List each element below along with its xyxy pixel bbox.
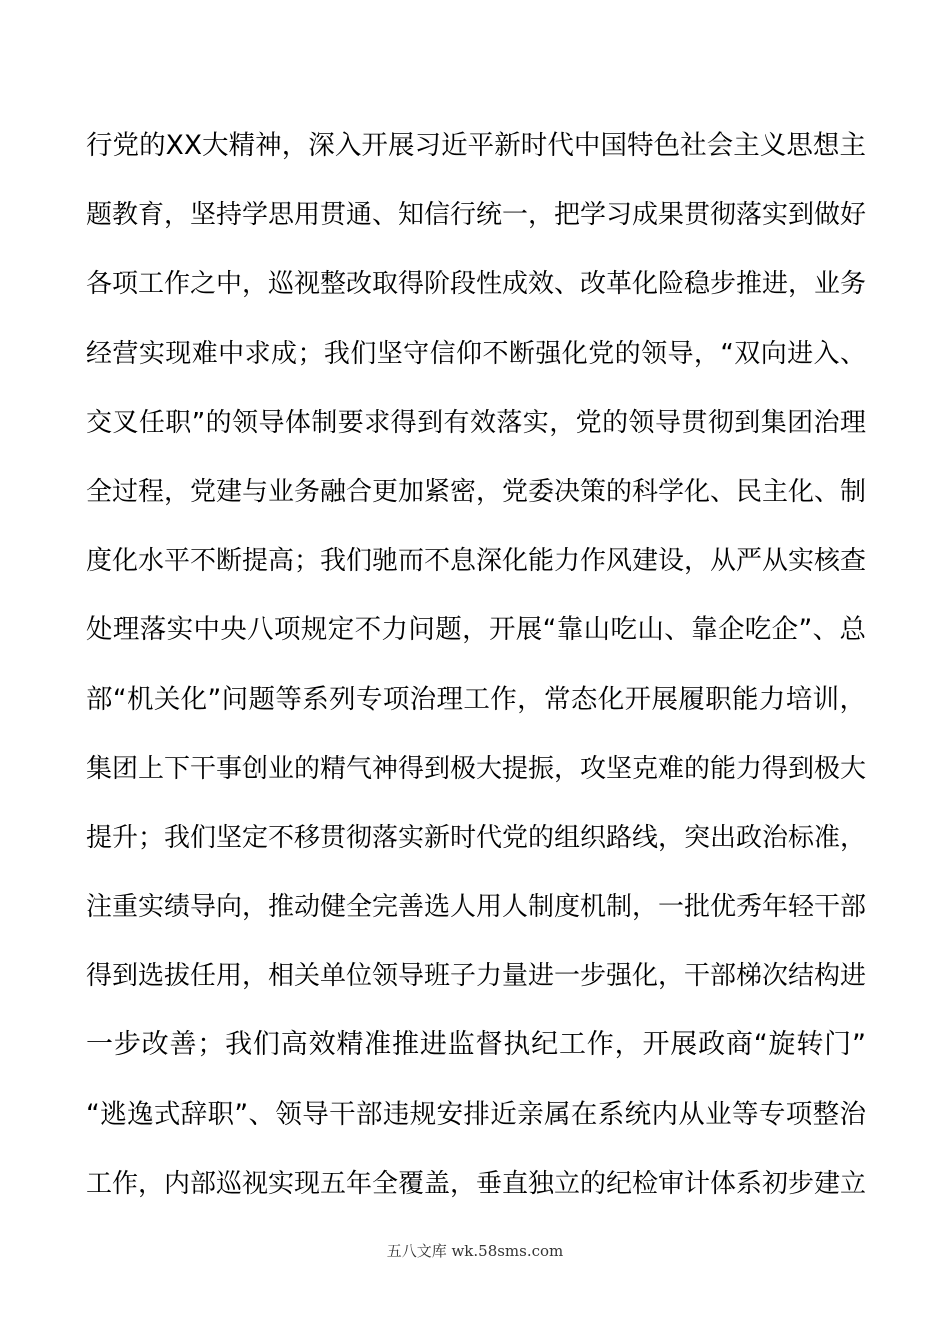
text-line: 题教育，坚持学思用贯通、知信行统一，把学习成果贯彻落实到做好 [86,200,867,231]
text-line: 部“机关化”问题等系列专项治理工作，常态化开展履职能力培训， [86,683,866,715]
text-line: 提升；我们坚定不移贯彻落实新时代党的组织路线，突出政治标准， [86,822,867,853]
text-line: 得到选拔任用，相关单位领导班子力量进一步强化，干部梯次结构进 [86,961,867,992]
text-line: 经营实现难中求成；我们坚守信仰不断强化党的领导，“双向进入、 [86,338,866,369]
text-line: 度化水平不断提高；我们驰而不息深化能力作风建设，从严从实核查 [86,546,867,577]
text-line: 全过程，党建与业务融合更加紧密，党委决策的科学化、民主化、制 [86,476,867,507]
body-paragraph [86,122,866,1229]
footer-watermark: 五八文库 wk.58sms.com [386,1242,564,1260]
text-line: 处理落实中央八项规定不力问题，开展“靠山吃山、靠企吃企”、总 [86,614,866,646]
text-line: 交叉任职”的领导体制要求得到有效落实，党的领导贯彻到集团治理 [86,407,866,438]
text-line: 一步改善；我们高效精准推进监督执纪工作，开展政商“旋转门” [86,1029,866,1061]
text-line: 集团上下干事创业的精气神得到极大提振，攻坚克难的能力得到极大 [86,753,867,784]
text-line: 注重实绩导向，推动健全完善选人用人制度机制，一批优秀年轻干部 [86,892,867,923]
text-line: 行党的XX大精神，深入开展习近平新时代中国特色社会主义思想主 [86,130,866,161]
text-line: 各项工作之中，巡视整改取得阶段性成效、改革化险稳步推进，业务 [86,269,867,300]
text-line: “逃逸式辞职”、领导干部违规安排近亲属在系统内从业等专项整治 [86,1098,866,1130]
text-line: 工作，内部巡视实现五年全覆盖，垂直独立的纪检审计体系初步建立 [86,1168,867,1199]
